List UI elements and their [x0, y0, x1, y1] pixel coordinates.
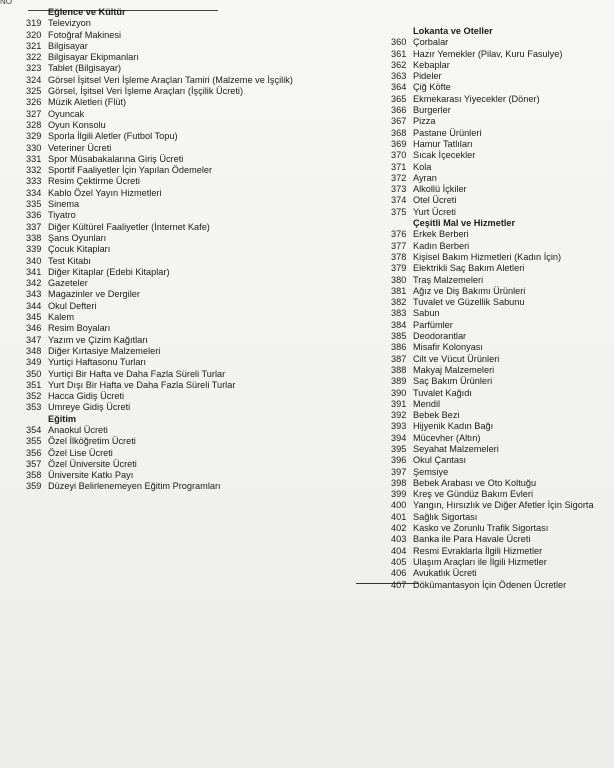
- item-label: Gazeteler: [48, 278, 88, 289]
- list-item: [391, 128, 611, 139]
- list-item: [26, 289, 326, 300]
- list-item: [391, 489, 611, 500]
- list-item: [26, 436, 326, 447]
- item-label: Kebaplar: [413, 59, 450, 70]
- item-label: Şans Oyunları: [48, 232, 107, 243]
- list-item: [26, 301, 326, 312]
- item-code: 372: [391, 172, 407, 183]
- item-code: 385: [391, 331, 407, 342]
- item-code: 349: [26, 357, 42, 368]
- list-item: [26, 176, 326, 187]
- item-code: 391: [391, 398, 407, 409]
- item-code: 392: [391, 410, 407, 421]
- list-item: [26, 131, 326, 142]
- item-label: Alkollü İçkiler: [413, 184, 467, 195]
- list-item: [26, 323, 326, 334]
- item-code: 337: [26, 221, 42, 232]
- item-label: Kasko ve Zorunlu Trafik Sigortası: [413, 523, 549, 534]
- list-item: [26, 143, 326, 154]
- item-code: 324: [26, 74, 42, 85]
- item-label: Tiyatro: [48, 210, 76, 221]
- item-label: Oyuncak: [48, 108, 85, 119]
- item-code: 384: [391, 319, 407, 330]
- item-code: 334: [26, 187, 42, 198]
- item-label: Hazır Yemekler (Pilav, Kuru Fasulye): [413, 48, 563, 59]
- list-item: [26, 312, 326, 323]
- list-item: [26, 448, 326, 459]
- list-item: [391, 557, 611, 568]
- item-code: 340: [26, 255, 42, 266]
- item-label: Mendil: [413, 398, 441, 409]
- item-code: 377: [391, 240, 407, 251]
- item-label: Otel Ücreti: [413, 195, 457, 206]
- item-code: 346: [26, 323, 42, 334]
- list-item: [26, 256, 326, 267]
- list-item: [391, 150, 611, 161]
- item-label: Şemsiye: [413, 466, 449, 477]
- item-label: Düzeyi Belirlenemeyen Eğitim Programları: [48, 481, 221, 492]
- list-item: [391, 207, 611, 218]
- list-item: [26, 154, 326, 165]
- section-heading: Eğitim: [48, 413, 77, 424]
- list-item: [391, 342, 611, 353]
- list-item: [391, 354, 611, 365]
- list-item: [391, 568, 611, 579]
- item-code: 320: [26, 29, 42, 40]
- list-item: [391, 444, 611, 455]
- section-heading: Eğlence ve Kültür: [48, 7, 126, 17]
- list-item: [26, 244, 326, 255]
- list-item: [391, 60, 611, 71]
- item-code: 406: [391, 568, 407, 579]
- item-code: 387: [391, 353, 407, 364]
- item-code: 399: [391, 489, 407, 500]
- item-label: Tuvalet ve Güzellik Sabunu: [413, 297, 525, 308]
- item-label: Saç Bakım Ürünleri: [413, 376, 493, 387]
- item-label: Sportif Faaliyetler İçin Yapılan Ödemeler: [48, 165, 213, 176]
- item-label: Pideler: [413, 71, 442, 82]
- list-item: [26, 188, 326, 199]
- item-label: Tablet (Bilgisayar): [48, 63, 122, 74]
- list-item: [391, 37, 611, 48]
- item-code: 376: [391, 229, 407, 240]
- list-item: [26, 357, 326, 368]
- item-code: 345: [26, 312, 42, 323]
- item-code: 389: [391, 376, 407, 387]
- item-code: 361: [391, 48, 407, 59]
- list-item: [26, 199, 326, 210]
- list-item: [26, 380, 326, 391]
- list-item: [26, 210, 326, 221]
- list-item: [391, 376, 611, 387]
- list-item: [391, 263, 611, 274]
- item-code: 319: [26, 18, 42, 29]
- section-heading: Çeşitli Mal ve Hizmetler: [413, 218, 516, 229]
- list-item: [26, 425, 326, 436]
- item-code: 328: [26, 119, 42, 130]
- list-item: [26, 75, 326, 86]
- item-label: Makyaj Malzemeleri: [413, 364, 495, 375]
- list-item: [26, 481, 326, 492]
- list-item: [391, 512, 611, 523]
- item-code: 395: [391, 443, 407, 454]
- list-item: [391, 162, 611, 173]
- item-code: 360: [391, 37, 407, 48]
- item-code: 353: [26, 402, 42, 413]
- item-label: Cilt ve Vücut Ürünleri: [413, 353, 500, 364]
- list-item: [391, 455, 611, 466]
- item-label: Ağız ve Diş Bakımı Ürünleri: [413, 285, 526, 296]
- list-item: [391, 49, 611, 60]
- item-label: Bilgisayar Ekipmanları: [48, 52, 139, 63]
- list-item: [391, 229, 611, 240]
- item-label: Kadın Berberi: [413, 240, 470, 251]
- item-label: Seyahat Malzemeleri: [413, 443, 499, 454]
- item-label: Bilgisayar: [48, 40, 88, 51]
- item-code: 407: [391, 579, 407, 590]
- item-label: Kalem: [48, 312, 75, 323]
- item-code: 375: [391, 206, 407, 217]
- item-label: Parfümler: [413, 319, 453, 330]
- item-label: Elektrikli Saç Bakım Aletleri: [413, 263, 525, 274]
- item-label: Özel Lise Ücreti: [48, 447, 113, 458]
- item-label: Test Kitabı: [48, 255, 91, 266]
- list-item: [391, 286, 611, 297]
- item-label: Hacca Gidiş Ücreti: [48, 391, 125, 402]
- list-item: [26, 278, 326, 289]
- item-label: Umreye Gidiş Ücreti: [48, 402, 131, 413]
- item-label: Yurtiçi Haftasonu Turları: [48, 357, 147, 368]
- item-label: Resim Çektirme Ücreti: [48, 176, 140, 187]
- item-code: 355: [26, 436, 42, 447]
- item-code: 325: [26, 86, 42, 97]
- list-item: [391, 421, 611, 432]
- item-label: Kişisel Bakım Hizmetleri (Kadın İçin): [413, 251, 562, 262]
- item-label: Veteriner Ücreti: [48, 142, 112, 153]
- item-code: 364: [391, 82, 407, 93]
- item-code: 333: [26, 176, 42, 187]
- item-label: Üniversite Katkı Payı: [48, 470, 134, 481]
- item-code: 358: [26, 470, 42, 481]
- item-label: Sinema: [48, 199, 80, 210]
- item-label: Sporla İlgili Aletler (Futbol Topu): [48, 131, 178, 142]
- list-item: [391, 523, 611, 534]
- item-code: 341: [26, 266, 42, 277]
- list-item: [391, 241, 611, 252]
- right-column: [391, 26, 611, 591]
- item-code: 356: [26, 447, 42, 458]
- end-rule: [356, 583, 418, 584]
- list-item: [391, 105, 611, 116]
- list-item: [391, 399, 611, 410]
- item-code: 343: [26, 289, 42, 300]
- list-item: [26, 369, 326, 380]
- item-label: Çiğ Köfte: [413, 82, 451, 93]
- item-code: 397: [391, 466, 407, 477]
- item-code: 378: [391, 251, 407, 262]
- item-code: 342: [26, 278, 42, 289]
- section-heading: Lokanta ve Oteller: [413, 26, 493, 36]
- list-item: [391, 94, 611, 105]
- item-label: Kreş ve Gündüz Bakım Evleri: [413, 489, 533, 500]
- item-code: 339: [26, 244, 42, 255]
- item-label: Pastane Ürünleri: [413, 127, 482, 138]
- list-item: [391, 534, 611, 545]
- item-code: 367: [391, 116, 407, 127]
- list-item: [391, 467, 611, 478]
- item-code: 401: [391, 511, 407, 522]
- item-label: Anaokul Ücreti: [48, 424, 108, 435]
- list-item: [391, 252, 611, 263]
- list-item: [391, 500, 611, 511]
- list-item: [391, 173, 611, 184]
- item-code: 323: [26, 63, 42, 74]
- item-code: 368: [391, 127, 407, 138]
- item-label: Pizza: [413, 116, 436, 127]
- list-item: [391, 433, 611, 444]
- item-label: Erkek Berberi: [413, 229, 469, 240]
- list-item: [391, 365, 611, 376]
- item-code: 335: [26, 199, 42, 210]
- item-label: Sabun: [413, 308, 440, 319]
- list-item: [26, 63, 326, 74]
- list-item: [391, 297, 611, 308]
- item-label: Yurtiçi Bir Hafta ve Daha Fazla Süreli Turlar: [48, 368, 226, 379]
- item-code: 338: [26, 232, 42, 243]
- list-item: [391, 546, 611, 557]
- item-label: Çocuk Kitapları: [48, 244, 111, 255]
- item-label: Sıcak İçecekler: [413, 150, 476, 161]
- item-code: 331: [26, 153, 42, 164]
- item-code: 351: [26, 379, 42, 390]
- list-item: [26, 41, 326, 52]
- item-label: Hijyenik Kadın Bağı: [413, 421, 494, 432]
- list-item: [391, 410, 611, 421]
- item-code: 382: [391, 297, 407, 308]
- item-label: Burgerler: [413, 105, 451, 116]
- item-label: Yurt Dışı Bir Hafta ve Daha Fazla Süreli Turlar: [48, 379, 236, 390]
- item-code: 380: [391, 274, 407, 285]
- list-item: [26, 346, 326, 357]
- item-code: 344: [26, 300, 42, 311]
- item-label: Deodorantlar: [413, 331, 467, 342]
- item-label: Diğer Kırtasiye Malzemeleri: [48, 345, 161, 356]
- item-code: 386: [391, 342, 407, 353]
- list-item: [391, 580, 611, 591]
- list-item: [26, 120, 326, 131]
- item-code: 370: [391, 150, 407, 161]
- item-label: Özel İlköğretim Ücreti: [48, 436, 136, 447]
- item-label: Ayran: [413, 172, 437, 183]
- item-code: 388: [391, 364, 407, 375]
- item-label: Kola: [413, 161, 432, 172]
- item-label: Diğer Kitaplar (Edebi Kitaplar): [48, 266, 170, 277]
- list-item: [26, 222, 326, 233]
- item-code: 381: [391, 285, 407, 296]
- item-code: 352: [26, 391, 42, 402]
- item-code: 327: [26, 108, 42, 119]
- item-label: Tuvalet Kağıdı: [413, 387, 472, 398]
- item-label: Mücevher (Altın): [413, 432, 481, 443]
- item-code: 390: [391, 387, 407, 398]
- item-label: Yangın, Hırsızlık ve Diğer Afetler İçin Sigorta: [413, 500, 594, 511]
- item-code: 366: [391, 105, 407, 116]
- list-item: [391, 116, 611, 127]
- item-label: Resim Boyaları: [48, 323, 111, 334]
- item-code: 374: [391, 195, 407, 206]
- item-label: Müzik Aletleri (Flüt): [48, 97, 127, 108]
- list-item: [391, 184, 611, 195]
- list-item: [26, 402, 326, 413]
- item-label: Ulaşım Araçları ile İlgili Hizmetler: [413, 556, 547, 567]
- item-code: 350: [26, 368, 42, 379]
- item-code: 383: [391, 308, 407, 319]
- list-item: [391, 308, 611, 319]
- item-code: 330: [26, 142, 42, 153]
- item-label: Yazım ve Çizim Kağıtları: [48, 334, 148, 345]
- item-code: 405: [391, 556, 407, 567]
- item-code: 336: [26, 210, 42, 221]
- list-item: [26, 97, 326, 108]
- list-item: [26, 18, 326, 29]
- item-label: Yurt Ücreti: [413, 206, 456, 217]
- item-label: Avukatlık Ücreti: [413, 568, 477, 579]
- list-item: [391, 388, 611, 399]
- item-code: 326: [26, 97, 42, 108]
- top-mark: NO: [0, 0, 12, 6]
- item-code: 347: [26, 334, 42, 345]
- item-code: 332: [26, 165, 42, 176]
- item-label: Misafir Kolonyası: [413, 342, 483, 353]
- item-label: Çorbalar: [413, 37, 449, 48]
- list-item: [391, 331, 611, 342]
- item-code: 393: [391, 421, 407, 432]
- list-item: [26, 109, 326, 120]
- item-code: 373: [391, 184, 407, 195]
- list-item: [391, 478, 611, 489]
- item-label: Bebek Arabası ve Oto Koltuğu: [413, 477, 537, 488]
- item-code: 354: [26, 424, 42, 435]
- item-label: Okul Defteri: [48, 300, 97, 311]
- item-label: Spor Müsabakalarına Giriş Ücreti: [48, 153, 184, 164]
- list-item: [26, 391, 326, 402]
- item-label: Hamur Tatlıları: [413, 138, 473, 149]
- item-label: Banka ile Para Havale Ücreti: [413, 534, 531, 545]
- list-item: [391, 320, 611, 331]
- list-item: [26, 30, 326, 41]
- item-code: 394: [391, 432, 407, 443]
- item-code: 357: [26, 458, 42, 469]
- item-label: Televizyon: [48, 18, 91, 29]
- item-code: 369: [391, 138, 407, 149]
- item-label: Görsel İşitsel Veri İşleme Araçları Tamiri (Malzeme ve İşçilik): [48, 74, 293, 85]
- item-label: Traş Malzemeleri: [413, 274, 484, 285]
- list-item: [26, 233, 326, 244]
- item-code: 365: [391, 93, 407, 104]
- item-code: 322: [26, 52, 42, 63]
- item-label: Oyun Konsolu: [48, 119, 106, 130]
- list-item: [26, 267, 326, 278]
- list-item: [391, 275, 611, 286]
- list-item: [26, 459, 326, 470]
- item-label: Sağlık Sigortası: [413, 511, 478, 522]
- item-label: Fotoğraf Makinesi: [48, 29, 122, 40]
- item-label: Okul Çantası: [413, 455, 467, 466]
- item-label: Magazinler ve Dergiler: [48, 289, 140, 300]
- list-item: [391, 71, 611, 82]
- item-label: Kablo Özel Yayın Hizmetleri: [48, 187, 162, 198]
- list-item: [391, 82, 611, 93]
- list-item: [391, 139, 611, 150]
- item-label: Diğer Kültürel Faaliyetler (İnternet Kafe): [48, 221, 210, 232]
- item-code: 402: [391, 523, 407, 534]
- item-code: 398: [391, 477, 407, 488]
- item-code: 403: [391, 534, 407, 545]
- item-code: 348: [26, 345, 42, 356]
- item-label: Bebek Bezi: [413, 410, 460, 421]
- item-code: 400: [391, 500, 407, 511]
- item-label: Resmi Evraklarla İlgili Hizmetler: [413, 545, 543, 556]
- item-code: 362: [391, 59, 407, 70]
- item-code: 329: [26, 131, 42, 142]
- item-code: 321: [26, 40, 42, 51]
- item-label: Özel Üniversite Ücreti: [48, 458, 137, 469]
- left-column: [26, 7, 326, 493]
- item-code: 371: [391, 161, 407, 172]
- list-item: [26, 86, 326, 97]
- item-label: Ekmekarası Yiyecekler (Döner): [413, 93, 540, 104]
- item-code: 359: [26, 481, 42, 492]
- item-code: 404: [391, 545, 407, 556]
- list-item: [26, 165, 326, 176]
- item-label: Görsel, İşitsel Veri İşleme Araçları (İşçilik Ücreti): [48, 86, 244, 97]
- item-label: Dökümantasyon İçin Ödenen Ücretler: [413, 579, 567, 590]
- list-item: [26, 470, 326, 481]
- list-item: [391, 195, 611, 206]
- list-item: [26, 52, 326, 63]
- item-code: 363: [391, 71, 407, 82]
- item-code: 379: [391, 263, 407, 274]
- list-item: [26, 335, 326, 346]
- item-code: 396: [391, 455, 407, 466]
